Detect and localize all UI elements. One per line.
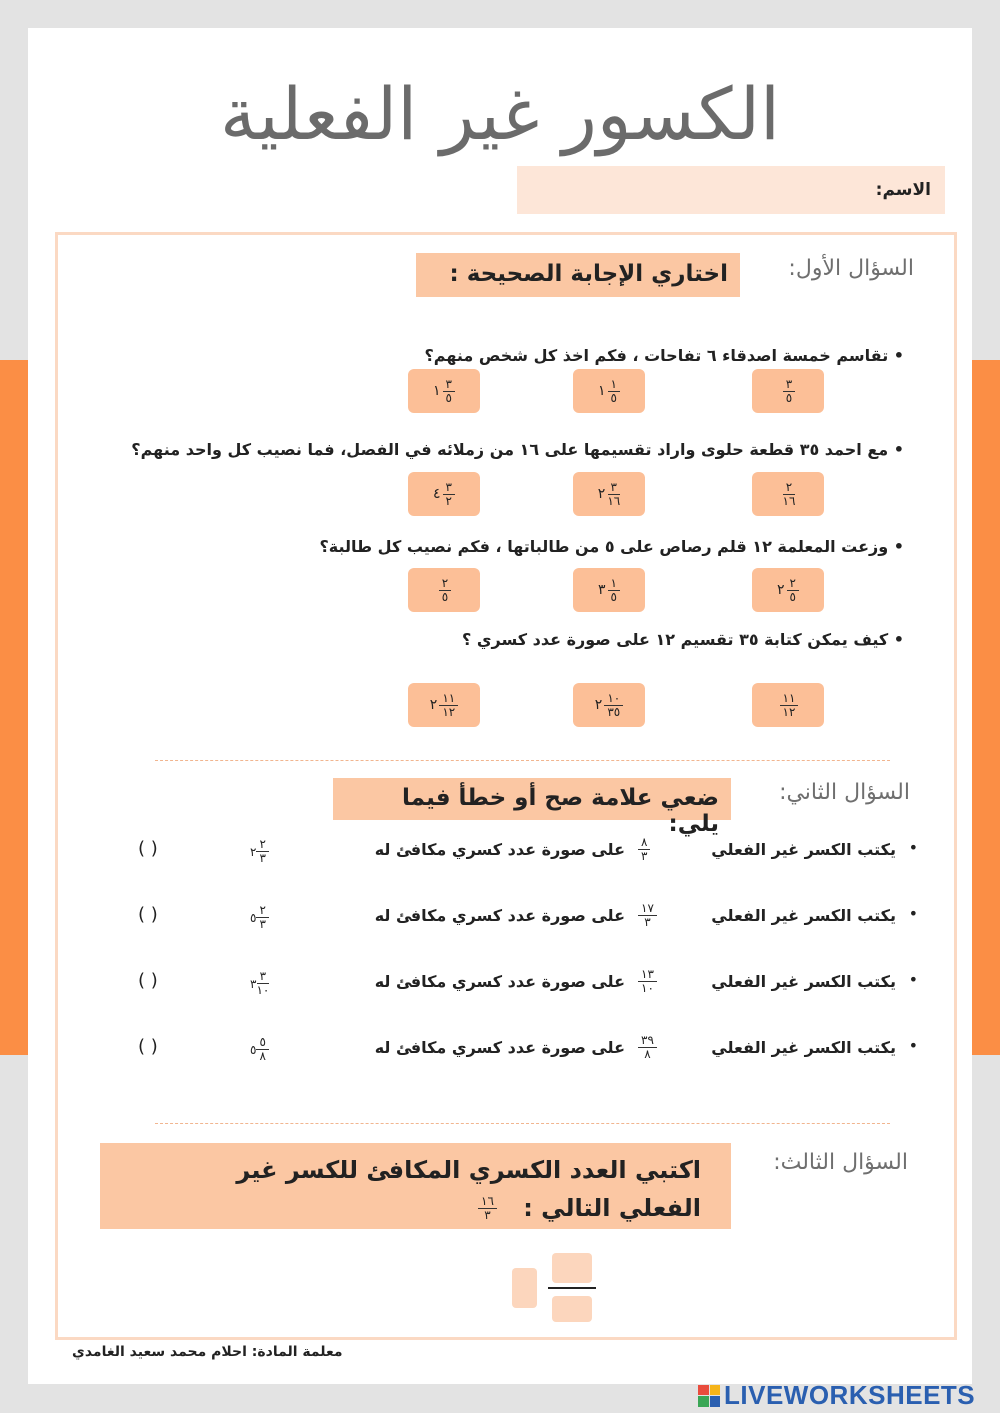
name-label: الاسم: (875, 180, 931, 200)
fraction-numerator: ٣ (443, 378, 455, 392)
q1-answer-option[interactable] (752, 472, 824, 516)
bullet-point: • (908, 838, 918, 857)
whole-number: ٢ (594, 697, 603, 713)
fraction (439, 692, 458, 719)
q3-denominator-input[interactable] (552, 1296, 592, 1322)
q1-answer-option[interactable] (752, 683, 824, 727)
whole-number: ١ (598, 383, 606, 399)
fraction (256, 838, 268, 865)
q1-answer-option[interactable] (573, 369, 645, 413)
fraction-numerator: ١٠ (604, 692, 623, 706)
fraction-denominator: ٢ (445, 493, 452, 508)
fraction-numerator: ١١ (439, 692, 458, 706)
fraction-numerator: ٣ (443, 481, 455, 495)
q3-fraction (478, 1190, 497, 1222)
q3-whole-input[interactable] (512, 1268, 537, 1308)
fraction-denominator: ١٦ (782, 493, 796, 508)
fraction-numerator: ٥ (256, 1036, 268, 1050)
whole-number: ٢ (429, 697, 438, 713)
q2-instruction: ضعي علامة صح أو خطأ فيما يلي: (333, 778, 731, 820)
fraction (443, 378, 455, 405)
fraction (607, 481, 620, 508)
fraction-denominator: ٣٥ (607, 704, 621, 719)
q1-answer-option[interactable] (573, 568, 645, 612)
fraction-denominator: ٣ (259, 917, 266, 931)
fraction-denominator: ٥ (445, 390, 452, 405)
fraction-denominator: ٨ (644, 1047, 651, 1061)
improper-fraction (638, 836, 650, 863)
fraction-numerator: ١ (608, 378, 620, 392)
fraction-denominator: ٣ (641, 849, 648, 863)
statement-part-b: على صورة عدد كسري مكافئ له (374, 906, 625, 925)
fraction-denominator: ١٦ (607, 493, 621, 508)
fraction-numerator: ٣ (783, 378, 795, 392)
brand-name: LIVEWORKSHEETS (724, 1380, 976, 1410)
whole-number: ٥ (250, 910, 257, 925)
mixed-number (250, 838, 269, 865)
fraction-numerator: ١١ (780, 692, 799, 706)
right-accent-stripe (972, 360, 1000, 1055)
mixed-number (573, 369, 645, 413)
true-false-answer[interactable]: ( ) (138, 838, 158, 859)
fraction-denominator: ٣ (259, 851, 266, 865)
q3-instruction-line1: اكتبي العدد الكسري المكافئ للكسر غير (236, 1156, 701, 1184)
mixed-number (250, 904, 269, 931)
whole-number: ١ (433, 383, 441, 399)
fraction-numerator: ٢ (439, 577, 451, 591)
q1-answer-option[interactable] (408, 472, 480, 516)
mixed-number (250, 970, 269, 997)
mixed-number (573, 568, 645, 612)
q1-answer-option[interactable] (573, 472, 645, 516)
fraction-denominator: ٣ (644, 915, 651, 929)
fraction-numerator: ٢ (783, 481, 795, 495)
whole-number: ٢ (777, 582, 785, 598)
q1-label: السؤال الأول: (788, 256, 914, 281)
improper-fraction (638, 902, 657, 929)
mixed-number (752, 472, 824, 516)
fraction (608, 378, 620, 405)
bullet-point: • (908, 904, 918, 923)
bullet-point: • (908, 1036, 918, 1055)
mixed-number (408, 568, 480, 612)
fraction (256, 970, 269, 997)
brand-mark-icon (698, 1385, 720, 1407)
page-title: الكسور غير الفعلية (219, 72, 781, 156)
q1-answer-option[interactable] (752, 369, 824, 413)
q3-label: السؤال الثالث: (773, 1150, 908, 1175)
fraction-denominator: ٥ (610, 589, 617, 604)
statement-part-a: يكتب الكسر غير الفعلي (711, 1038, 896, 1057)
q1-answer-option[interactable] (752, 568, 824, 612)
true-false-answer[interactable]: ( ) (138, 970, 158, 991)
left-accent-stripe (0, 360, 28, 1055)
fraction-denominator: ٥ (785, 390, 793, 405)
q3-fraction-denominator: ٣ (484, 1208, 491, 1222)
divider-1 (155, 760, 890, 761)
fraction (604, 692, 623, 719)
divider-2 (155, 1123, 890, 1124)
fraction-numerator: ٣ (608, 481, 620, 495)
fraction-numerator: ١٧ (638, 902, 657, 916)
statement-part-a: يكتب الكسر غير الفعلي (711, 906, 896, 925)
fraction (439, 577, 451, 604)
statement-part-b: على صورة عدد كسري مكافئ له (374, 972, 625, 991)
whole-number: ٣ (598, 582, 606, 598)
whole-number: ٤ (433, 486, 441, 502)
q1-instruction: اختاري الإجابة الصحيحة : (416, 253, 740, 297)
fraction (780, 692, 799, 719)
q1-answer-option[interactable] (573, 683, 645, 727)
q1-question-text: • تقاسم خمسة اصدقاء ٦ تفاحات ، فكم اخذ كل شخص منهم؟ (424, 346, 904, 365)
q2-label: السؤال الثاني: (779, 780, 910, 805)
q1-answer-option[interactable] (408, 369, 480, 413)
q3-instruction-line2: الفعلي التالي : (523, 1194, 701, 1222)
mixed-number (573, 472, 645, 516)
true-false-answer[interactable]: ( ) (138, 904, 158, 925)
fraction-numerator: ١ (608, 577, 620, 591)
mixed-number (408, 683, 480, 727)
improper-fraction (638, 968, 657, 995)
mixed-number (752, 568, 824, 612)
fraction-denominator: ٥ (610, 390, 617, 405)
true-false-answer[interactable]: ( ) (138, 1036, 158, 1057)
fraction (608, 577, 620, 604)
fraction-denominator: ٥ (789, 589, 796, 604)
q1-question-text: • وزعت المعلمة ١٢ قلم رصاص على ٥ من طالباتها ، فكم نصيب كل طالبة؟ (319, 537, 904, 556)
statement-part-a: يكتب الكسر غير الفعلي (711, 840, 896, 859)
whole-number: ٥ (250, 1042, 257, 1057)
whole-number: ٣ (250, 976, 257, 991)
mixed-number (752, 369, 824, 413)
q1-question-text: • كيف يمكن كتابة ٣٥ تقسيم ١٢ على صورة عدد كسري ؟ (462, 630, 904, 649)
fraction (783, 481, 796, 508)
fraction-denominator: ١٢ (442, 704, 456, 719)
whole-number: ٢ (250, 844, 257, 859)
name-field[interactable] (517, 166, 945, 214)
fraction (783, 378, 795, 405)
fraction-numerator: ٣ (257, 970, 269, 984)
fraction (443, 481, 455, 508)
fraction-numerator: ٢ (256, 904, 268, 918)
fraction (787, 577, 799, 604)
statement-part-b: على صورة عدد كسري مكافئ له (374, 840, 625, 859)
improper-fraction (638, 1034, 657, 1061)
q3-fraction-line (548, 1287, 596, 1289)
fraction-denominator: ١٠ (256, 983, 270, 997)
fraction-denominator: ٥ (441, 589, 449, 604)
fraction-numerator: ٢ (256, 838, 268, 852)
fraction-numerator: ٣٩ (638, 1034, 657, 1048)
fraction-denominator: ١٠ (641, 981, 654, 995)
statement-part-a: يكتب الكسر غير الفعلي (711, 972, 896, 991)
mixed-number (573, 683, 645, 727)
mixed-number (250, 1036, 269, 1063)
whole-number: ٢ (597, 486, 606, 502)
mixed-number (408, 369, 480, 413)
q3-numerator-input[interactable] (552, 1253, 592, 1283)
q3-instruction (100, 1143, 731, 1229)
q1-question-text: • مع احمد ٣٥ قطعة حلوى واراد تقسيمها على ١٦ من زملائه في الفصل، فما نصيب كل واحد منهم؟ (131, 440, 904, 459)
fraction-numerator: ٨ (638, 836, 650, 850)
teacher-credit: معلمة المادة: احلام محمد سعيد الغامدي (72, 1344, 343, 1360)
fraction-denominator: ٨ (259, 1049, 266, 1063)
mixed-number (752, 683, 824, 727)
q1-answer-option[interactable] (408, 568, 480, 612)
statement-part-b: على صورة عدد كسري مكافئ له (374, 1038, 625, 1057)
fraction (256, 1036, 268, 1063)
bullet-point: • (908, 970, 918, 989)
fraction-numerator: ١٣ (638, 968, 657, 982)
q3-fraction-numerator: ١٦ (478, 1195, 497, 1209)
fraction-numerator: ٢ (787, 577, 799, 591)
q1-answer-option[interactable] (408, 683, 480, 727)
mixed-number (408, 472, 480, 516)
fraction-denominator: ١٢ (782, 704, 796, 719)
fraction (256, 904, 268, 931)
brand-logo (698, 1380, 975, 1411)
